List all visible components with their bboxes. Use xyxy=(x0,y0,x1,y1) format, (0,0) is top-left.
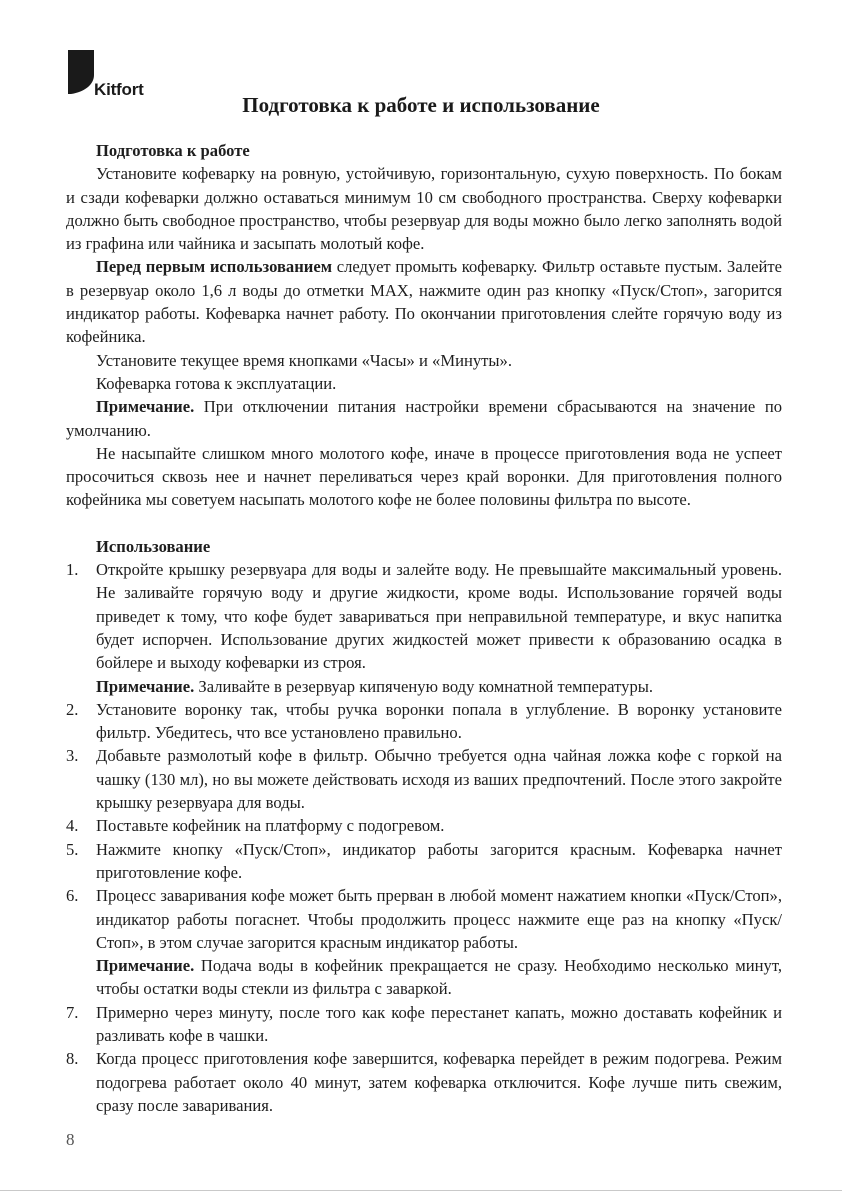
note-text: Подача воды в кофейник прекращается не сразу. Необходимо несколько минут, чтобы остатки воды стекли из фильтра с заваркой. xyxy=(96,956,782,999)
step-text: Добавьте размолотый кофе в фильтр. Обычно требуется одна чайная ложка кофе с горкой на чашку (130 мл), но вы можете действовать исходя из ваших предпочтений. После этого закройте крышку резервуара для воды. xyxy=(96,746,782,813)
step-note xyxy=(96,675,782,698)
bottom-divider xyxy=(0,1190,842,1191)
step-number: 4. xyxy=(66,816,79,836)
step-number: 1. xyxy=(66,560,79,580)
list-item xyxy=(66,1001,782,1048)
section-heading-usage: Использование xyxy=(96,536,211,556)
step-number: 2. xyxy=(66,699,79,719)
first-use-text: следует промыть кофеварку. Фильтр оставьте пустым. Залейте в резервуар около 1,6 л воды до отметки MAX, нажмите один раз кнопку «Пуск/Стоп», загорится индикатор работы. Кофеварка начнет работу. По окончании приготовления слейте горячую воду из кофейника. xyxy=(66,257,782,347)
list-item xyxy=(66,814,782,837)
step-text: Установите воронку так, чтобы ручка воронки попала в углубление. В воронку установите фильтр. Убедитесь, что все установлено правильно. xyxy=(96,699,782,743)
paragraph-set-time: Установите текущее время кнопками «Часы» и «Минуты». xyxy=(96,350,512,370)
note-text: Заливайте в резервуар кипяченую воду комнатной температуры. xyxy=(194,676,654,696)
note-text: При отключении питания настройки времени сбрасываются на значение по умолчанию. xyxy=(66,397,782,440)
usage-steps-list xyxy=(66,558,782,1117)
list-item xyxy=(66,884,782,1000)
list-item xyxy=(66,698,782,745)
paragraph-first-use xyxy=(66,255,782,348)
paragraph-coffee-amount: Не насыпайте слишком много молотого кофе, иначе в процессе приготовления вода не успеет просочиться сквозь нее и начнет переливаться через край воронки. Для приготовления полного кофейника мы советуем насыпать молотого кофе не более половины фильтра по высоте. xyxy=(66,443,782,510)
paragraph-placement: Установите кофеварку на ровную, устойчивую, горизонтальную, сухую поверхность. По бокам и сзади кофеварки должно оставаться минимум 10 см свободного пространства. Сверху кофеварки должно быть свободное пространство, чтобы резервуар для воды можно было легко заполнять водой из графина или чайника и засыпать молотый кофе. xyxy=(66,164,782,254)
note-label: Примечание. xyxy=(96,676,195,696)
step-number: 6. xyxy=(66,886,79,906)
step-number: 3. xyxy=(66,746,79,766)
note-label: Примечание. xyxy=(96,397,195,417)
step-note xyxy=(96,954,782,1001)
list-item xyxy=(66,1047,782,1117)
step-text: Поставьте кофейник на платформу с подогревом. xyxy=(96,816,445,836)
step-text: Откройте крышку резервуара для воды и залейте воду. Не превышайте максимальный уровень. Не заливайте горячую воду и другие жидкости, кроме воды. Использование горячей воды приведет к тому, что кофе будет завариваться при неправильной температуре, и вкус напитка будет испорчен. Использование других жидкостей может привести к образованию осадка в бойлере и выходу кофеварки из строя. xyxy=(96,560,782,673)
kitfort-logo-icon xyxy=(68,50,94,94)
paragraph-note-power xyxy=(66,395,782,442)
step-text: Примерно через минуту, после того как кофе перестанет капать, можно доставать кофейник и разливать кофе в чашки. xyxy=(96,1002,782,1045)
page-number: 8 xyxy=(66,1130,75,1149)
logo-text: Kitfort xyxy=(94,80,144,99)
list-item xyxy=(66,744,782,814)
step-text: Когда процесс приготовления кофе завершится, кофеварка перейдет в режим подогрева. Режим подогрева работает около 40 минут, затем кофеварка отключится. Кофе лучше пить свежим, сразу после заваривания. xyxy=(96,1049,782,1115)
section-spacer xyxy=(66,512,782,535)
step-number: 7. xyxy=(66,1002,79,1022)
section-heading-preparation: Подготовка к работе xyxy=(96,141,250,160)
list-item xyxy=(66,558,782,698)
document-body xyxy=(66,139,782,1117)
step-number: 5. xyxy=(66,839,79,859)
step-text: Нажмите кнопку «Пуск/Стоп», индикатор работы загорится красным. Кофеварка начнет приготовление кофе. xyxy=(96,839,782,882)
step-text: Процесс заваривания кофе может быть прерван в любой момент нажатием кнопки «Пуск/Стоп», индикатор работы погаснет. Чтобы продолжить процесс нажмите еще раз на кнопку «Пуск/Стоп», в этом случае загорится красным индикатор работы. xyxy=(96,886,782,952)
list-item xyxy=(66,838,782,885)
first-use-label: Перед первым использованием xyxy=(96,257,333,277)
page-title: Подготовка к работе и использование xyxy=(242,93,600,117)
paragraph-ready: Кофеварка готова к эксплуатации. xyxy=(96,373,337,393)
note-label: Примечание. xyxy=(96,956,195,976)
step-number: 8. xyxy=(66,1049,79,1069)
